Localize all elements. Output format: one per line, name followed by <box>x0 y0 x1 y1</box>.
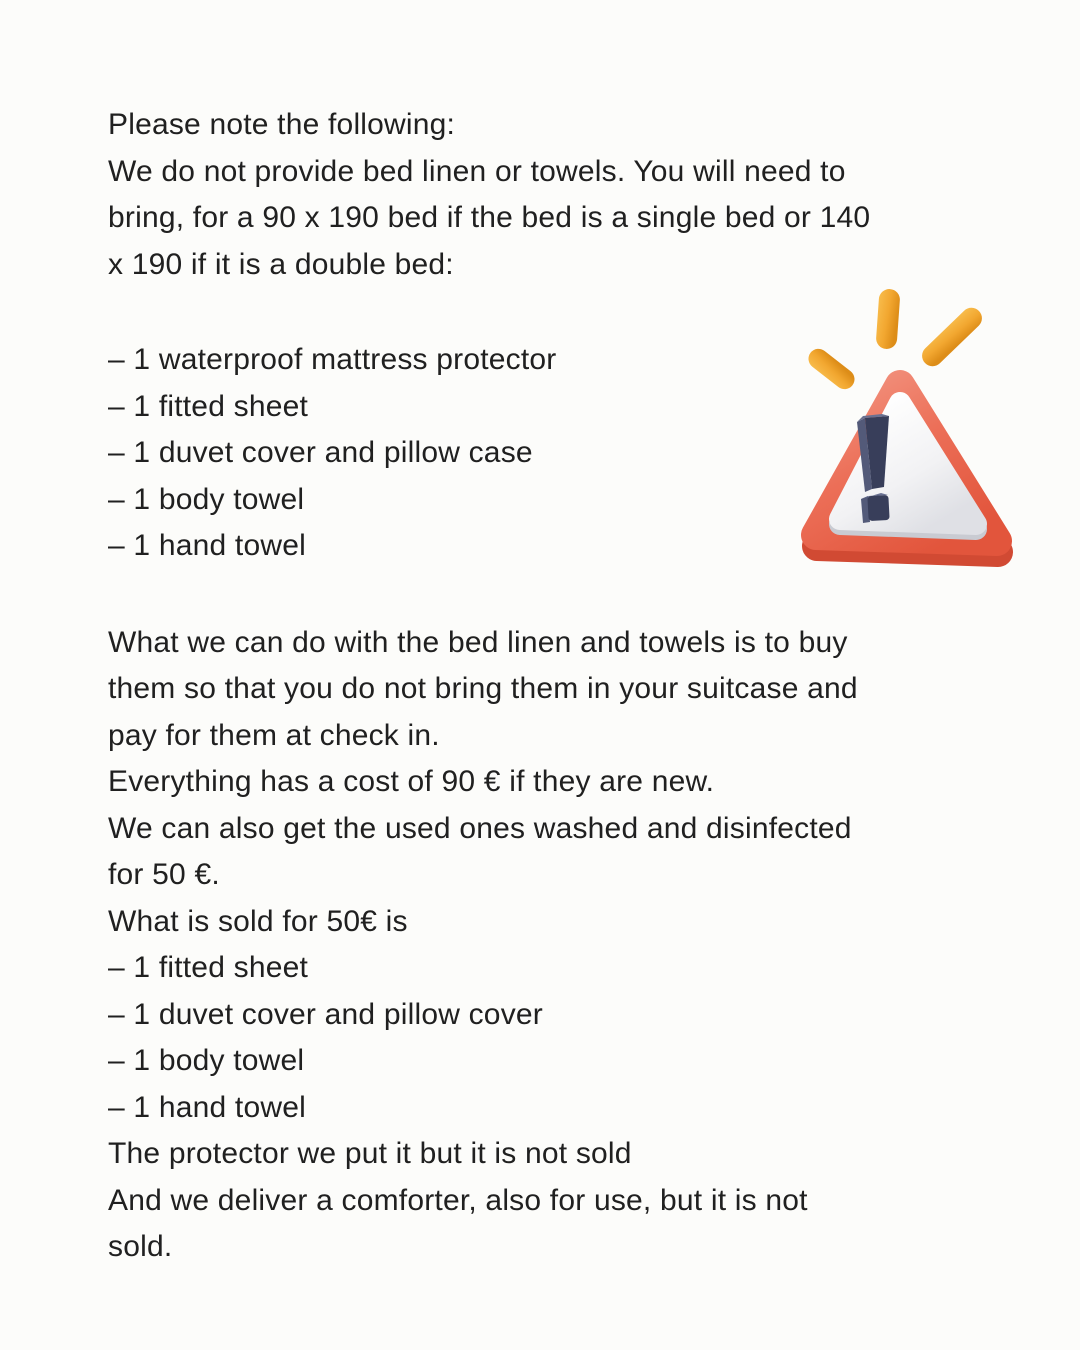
text-line: And we deliver a comforter, also for use, but it is not <box>108 1183 808 1217</box>
list-item: – 1 fitted sheet <box>108 389 309 423</box>
text-line: Everything has a cost of 90 € if they are new. <box>108 765 715 798</box>
text-line: We do not provide bed linen or towels. You will need to <box>108 154 846 188</box>
text-line: pay for them at check in. <box>108 718 440 752</box>
text-line: Please note the following: <box>108 108 456 141</box>
text-line: bring, for a 90 x 190 bed if the bed is a single bed or 140 <box>108 201 871 234</box>
notice-text <box>108 102 978 1271</box>
intro-paragraph <box>108 102 978 288</box>
warning-triangle-icon <box>785 283 1025 578</box>
list-item: – 1 hand towel <box>108 529 306 562</box>
list-item: – 1 fitted sheet <box>108 951 309 984</box>
list-item: – 1 hand towel <box>108 1090 306 1124</box>
list-item: – 1 body towel <box>108 1044 305 1077</box>
text-line: What we can do with the bed linen and towels is to buy <box>108 625 848 659</box>
text-line: We can also get the used ones washed and disinfected <box>108 811 852 845</box>
list-item: – 1 body towel <box>108 482 305 516</box>
text-line: What is sold for 50€ is <box>108 904 408 938</box>
list-item: – 1 duvet cover and pillow case <box>108 436 533 469</box>
text-line: x 190 if it is a double bed: <box>108 247 454 281</box>
text-line: them so that you do not bring them in your suitcase and <box>108 672 858 705</box>
sold-items-list <box>108 945 978 1131</box>
list-item: – 1 waterproof mattress protector <box>108 343 557 376</box>
text-line: for 50 €. <box>108 858 220 891</box>
text-line: sold. <box>108 1230 173 1263</box>
text-line: The protector we put it but it is not sold <box>108 1137 632 1170</box>
pricing-paragraph <box>108 620 978 946</box>
list-item: – 1 duvet cover and pillow cover <box>108 997 543 1031</box>
closing-paragraph <box>108 1131 978 1271</box>
